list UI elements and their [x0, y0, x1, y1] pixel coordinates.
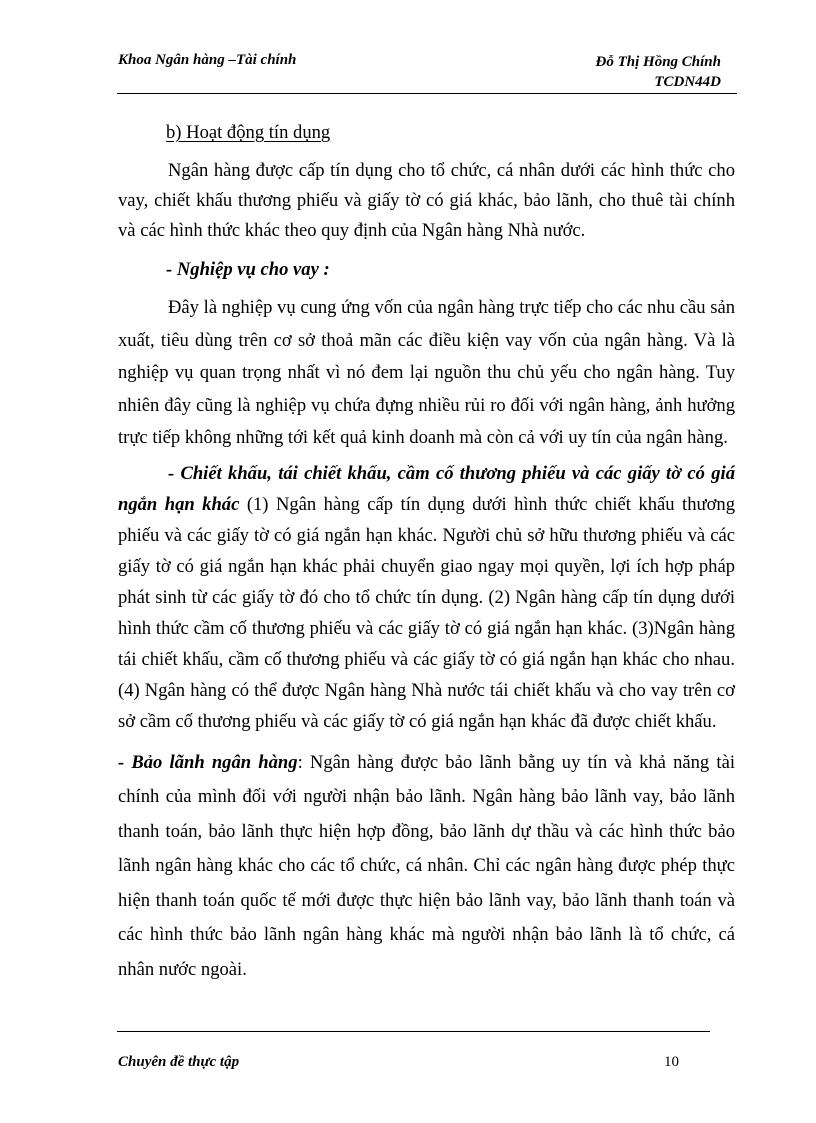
- subheading-discounting: - Chiết khấu, tái chiết khấu, cầm cố thương phiếu và các giấy tờ có giá ngắn hạn khác: [118, 462, 735, 515]
- page-body: [118, 108, 735, 987]
- footer-title: Chuyên đề thực tập: [118, 1054, 240, 1070]
- header-class-code: TCDN44D: [654, 74, 721, 90]
- subheading-lending: - Nghiệp vụ cho vay :: [166, 259, 330, 280]
- header-author-block: [461, 52, 721, 92]
- paragraph-guarantee: [118, 746, 735, 988]
- paragraph-lending: Đây là nghiệp vụ cung ứng vốn của ngân hàng trực tiếp cho các nhu cầu sản xuất, tiêu dùng trên cơ sở thoả mãn các điều kiện vay vốn của ngân hàng. Và là nghiệp vụ quan trọng nhất vì nó đem lại nguồn thu chủ yếu cho ngân hàng. Tuy nhiên đây cũng là nghiệp vụ chứa đựng nhiều rủi ro đối với ngân hàng, ảnh hưởng trực tiếp không những tới kết quả kinh doanh mà còn cả với uy tín của ngân hàng.: [118, 297, 735, 448]
- header-author: Đỗ Thị Hồng Chính: [595, 54, 721, 70]
- header-faculty: Khoa Ngân hàng –Tài chính: [118, 52, 297, 68]
- subheading-guarantee: - Bảo lãnh ngân hàng: [118, 751, 298, 773]
- paragraph-credit-activities: Ngân hàng được cấp tín dụng cho tổ chức, cá nhân dưới các hình thức cho vay, chiết khấu thương phiếu và giấy tờ có giá khác, bảo lãnh, cho thuê tài chính và các hình thức khác theo quy định của Ngân hàng Nhà nước.: [118, 160, 735, 241]
- section-heading: b) Hoạt động tín dụng: [166, 122, 331, 143]
- paragraph-discounting-text: (1) Ngân hàng cấp tín dụng dưới hình thức chiết khấu thương phiếu và các giấy tờ có giá ngắn hạn khác. Người chủ sở hữu thương phiếu và các giấy tờ có giá ngắn hạn khác phải chuyển giao ngay mọi quyền, lợi ích hợp pháp phát sinh từ các giấy tờ đó cho tổ chức tín dụng. (2) Ngân hàng cấp tín dụng dưới hình thức cầm cố thương phiếu và các giấy tờ có giá ngắn hạn khác. (3)Ngân hàng tái chiết khấu, cầm cố thương phiếu và các giấy tờ có giá ngắn hạn khác cho nhau. (4) Ngân hàng có thể được Ngân hàng Nhà nước tái chiết khấu và cho vay trên cơ sở cầm cố thương phiếu và các giấy tờ có giá ngắn hạn khác đã được chiết khấu.: [118, 493, 735, 732]
- paragraph-guarantee-text: : Ngân hàng được bảo lãnh bằng uy tín và khả năng tài chính của mình đối với người nhận bảo lãnh. Ngân hàng bảo lãnh vay, bảo lãnh thanh toán, bảo lãnh thực hiện hợp đồng, bảo lãnh dự thầu và các hình thức bảo lãnh ngân hàng khác cho các tổ chức, cá nhân. Chỉ các ngân hàng được phép thực hiện thanh toán quốc tế mới được thực hiện bảo lãnh vay, bảo lãnh thanh toán và các hình thức bảo lãnh ngân hàng khác mà người nhận bảo lãnh là tổ chức, cá nhân nước ngoài.: [118, 751, 735, 980]
- page-number: 10: [664, 1054, 679, 1070]
- footer-divider: [117, 1031, 710, 1032]
- paragraph-discounting: [118, 458, 735, 737]
- header-divider: [117, 93, 737, 94]
